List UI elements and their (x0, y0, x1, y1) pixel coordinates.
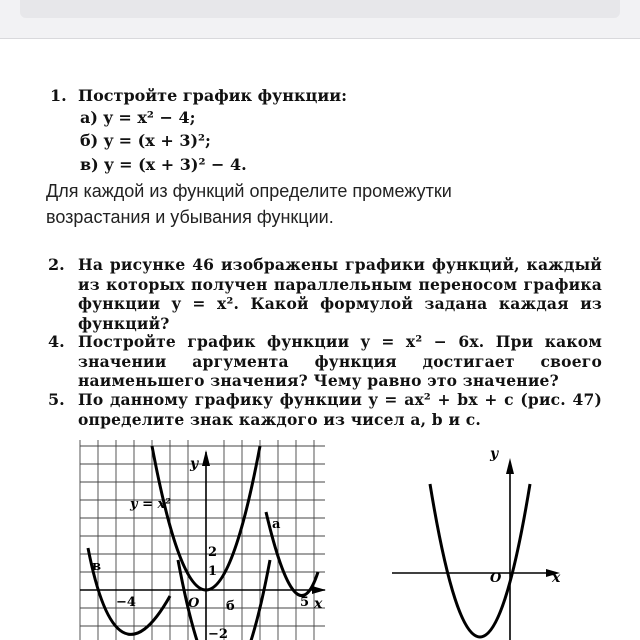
figure-47-parabola (430, 484, 530, 637)
figure-46-y-label: y (190, 456, 199, 472)
task-1-note-line-2: возрастания и убывания функции. (46, 207, 334, 227)
task-4-number: 4. (48, 332, 65, 351)
figure-47-y-arrow (506, 458, 514, 474)
figure-47-axes (392, 462, 556, 640)
figure-46-tick-2: 2 (208, 545, 218, 560)
task-5-number: 5. (48, 390, 65, 409)
figure-46-curve-label: y = x² (130, 497, 171, 512)
figure-47-x-label: x (552, 570, 561, 586)
figure-46-y-arrow (202, 450, 210, 466)
task-1-note-line-1: Для каждой из функций определите промежутки (46, 181, 452, 201)
figure-46-tick-neg2: −2 (208, 627, 228, 640)
figure-46-x-arrow (312, 586, 326, 594)
task-1-title: Постройте график функции: (78, 86, 348, 105)
figure-46-origin: O (188, 596, 200, 611)
figure-46-label-v: в (92, 559, 102, 574)
task-1-item-c: в) y = (x + 3)² − 4. (80, 155, 247, 174)
figure-46-label-b: б (226, 599, 235, 614)
figure-46-tick-neg4: −4 (116, 595, 136, 610)
figure-46-tick-5: 5 (300, 595, 310, 610)
figure-46-axes (80, 452, 325, 640)
figure-47-y-label: y (490, 446, 499, 462)
figure-46-x-label: x (314, 596, 323, 612)
task-5-text: По данному графику функции y = ax² + bx + c (рис. 47) определите знак каждого из чисел a, b и c. (78, 390, 602, 429)
task-1-item-a: а) y = x² − 4; (80, 108, 196, 127)
task-1-item-b: б) y = (x + 3)²; (80, 131, 211, 150)
task-2-text: На рисунке 46 изображены графики функций, каждый из которых получен параллельным переносом графика функции y = x². Какой формулой задана каждая из функций? (78, 255, 602, 333)
task-2-number: 2. (48, 255, 65, 274)
figure-46-grid (80, 440, 325, 640)
figure-46-tick-1: 1 (208, 564, 218, 579)
task-4-text: Постройте график функции y = x² − 6x. При каком значении аргумента функция достигает своего наименьшего значения? Чему равно это значение? (78, 332, 602, 390)
figure-47-origin: O (490, 571, 502, 586)
task-1-number: 1. (50, 86, 67, 105)
figure-46-label-a: а (272, 517, 281, 532)
